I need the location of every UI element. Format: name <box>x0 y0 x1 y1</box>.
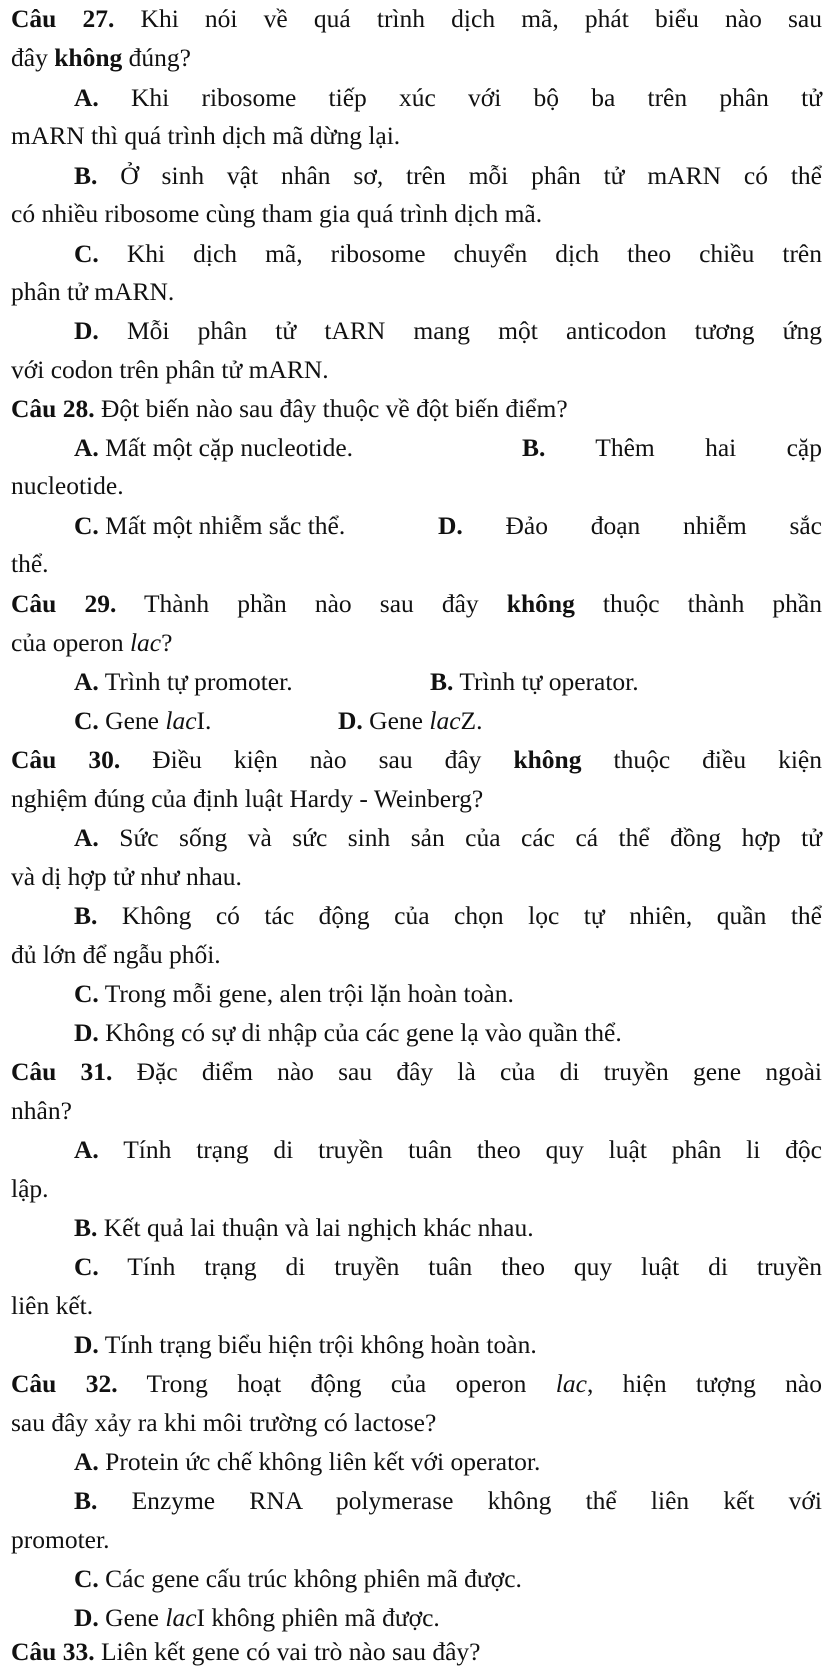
question-27-option-a: A. Khi ribosome tiếp xúc với bộ ba trên phân tử <box>74 83 823 112</box>
question-28-options-ab <box>74 433 822 463</box>
question-33-stem: Câu 33. Liên kết gene có vai trò nào sau đây? <box>11 1637 481 1666</box>
question-30-stem-line-2: nghiệm đúng của định luật Hardy - Weinberg? <box>11 784 484 813</box>
question-30-stem-line-1: Câu 30. Điều kiện nào sau đây không thuộc điều kiện <box>11 745 822 774</box>
question-28-stem: Câu 28. Đột biến nào sau đây thuộc về đột biến điểm? <box>11 394 568 423</box>
question-31-option-a-cont: lập. <box>11 1174 49 1203</box>
question-28-option-b-cont: nucleotide. <box>11 471 124 500</box>
question-28-option-c: C. Mất một nhiễm sắc thể. <box>74 511 346 540</box>
question-29-options-cd <box>74 706 822 736</box>
question-31-option-c-cont: liên kết. <box>11 1291 94 1320</box>
question-32-option-b: B. Enzyme RNA polymerase không thể liên kết với <box>74 1486 822 1515</box>
question-29-options-ab <box>74 667 822 697</box>
question-32-stem-line-2: sau đây xảy ra khi môi trường có lactose? <box>11 1408 437 1437</box>
question-29-stem-line-2: của operon lac? <box>11 628 173 657</box>
question-28-option-d: D. Đảo đoạn nhiễm sắc <box>438 511 822 540</box>
question-27-option-d-cont: với codon trên phân tử mARN. <box>11 355 329 384</box>
question-30-number: Câu 30. <box>11 745 121 774</box>
question-31-option-d: D. Tính trạng biểu hiện trội không hoàn toàn. <box>74 1330 537 1359</box>
question-27-option-c-cont: phân tử mARN. <box>11 277 175 306</box>
question-27-number: Câu 27. <box>11 4 115 33</box>
question-27-stem-line-2: đây không đúng? <box>11 43 191 72</box>
question-29-stem-line-1: Câu 29. Thành phần nào sau đây không thuộc thành phần <box>11 589 822 618</box>
question-30-option-c: C. Trong mỗi gene, alen trội lặn hoàn toàn. <box>74 979 514 1008</box>
question-29-number: Câu 29. <box>11 589 117 618</box>
question-31-option-b: B. Kết quả lai thuận và lai nghịch khác nhau. <box>74 1213 534 1242</box>
question-31-number: Câu 31. <box>11 1057 113 1086</box>
question-27-option-d: D. Mỗi phân tử tARN mang một anticodon tương ứng <box>74 316 823 345</box>
question-31-option-c: C. Tính trạng di truyền tuân theo quy luật di truyền <box>74 1252 823 1281</box>
question-32-option-a: A. Protein ức chế không liên kết với operator. <box>74 1447 541 1476</box>
question-30-option-a-cont: và dị hợp tử như nhau. <box>11 862 242 891</box>
question-31-stem-line-2: nhân? <box>11 1096 72 1125</box>
question-28-option-d-cont: thể. <box>11 549 49 578</box>
question-29-option-a: A. Trình tự promoter. <box>74 667 293 696</box>
question-28-option-a: A. Mất một cặp nucleotide. <box>74 433 354 462</box>
question-32-option-c: C. Các gene cấu trúc không phiên mã được. <box>74 1564 522 1593</box>
question-32-number: Câu 32. <box>11 1369 118 1398</box>
question-27-option-b-cont: có nhiều ribosome cùng tham gia quá trình dịch mã. <box>11 199 543 228</box>
question-27-option-a-cont: mARN thì quá trình dịch mã dừng lại. <box>11 121 401 150</box>
question-32-option-d: D. Gene lacI không phiên mã được. <box>74 1603 440 1632</box>
question-27-option-b: B. Ở sinh vật nhân sơ, trên mỗi phân tử mARN có thể <box>74 161 822 190</box>
question-30-option-a: A. Sức sống và sức sinh sản của các cá thể đồng hợp tử <box>74 823 822 852</box>
question-32-option-b-cont: promoter. <box>11 1525 110 1554</box>
question-29-option-c: C. Gene lacI. <box>74 706 212 735</box>
question-28-option-b: B. Thêm hai cặp <box>522 433 822 462</box>
question-27-stem-line-1: Câu 27. Khi nói về quá trình dịch mã, phát biểu nào sau <box>11 4 822 33</box>
question-30-option-b: B. Không có tác động của chọn lọc tự nhiên, quần thể <box>74 901 822 930</box>
question-30-option-d: D. Không có sự di nhập của các gene lạ vào quần thể. <box>74 1018 622 1047</box>
question-28-number: Câu 28. <box>11 394 95 423</box>
question-29-option-b: B. Trình tự operator. <box>430 667 639 696</box>
question-32-stem-line-1: Câu 32. Trong hoạt động của operon lac, hiện tượng nào <box>11 1369 822 1398</box>
question-31-option-a: A. Tính trạng di truyền tuân theo quy luật phân li độc <box>74 1135 822 1164</box>
question-28-options-cd <box>74 511 822 541</box>
question-30-option-b-cont: đủ lớn để ngẫu phối. <box>11 940 221 969</box>
question-33-number: Câu 33. <box>11 1637 95 1666</box>
question-27-option-c: C. Khi dịch mã, ribosome chuyển dịch theo chiều trên <box>74 239 822 268</box>
question-31-stem-line-1: Câu 31. Đặc điểm nào sau đây là của di truyền gene ngoài <box>11 1057 822 1086</box>
question-29-option-d: D. Gene lacZ. <box>338 706 483 735</box>
